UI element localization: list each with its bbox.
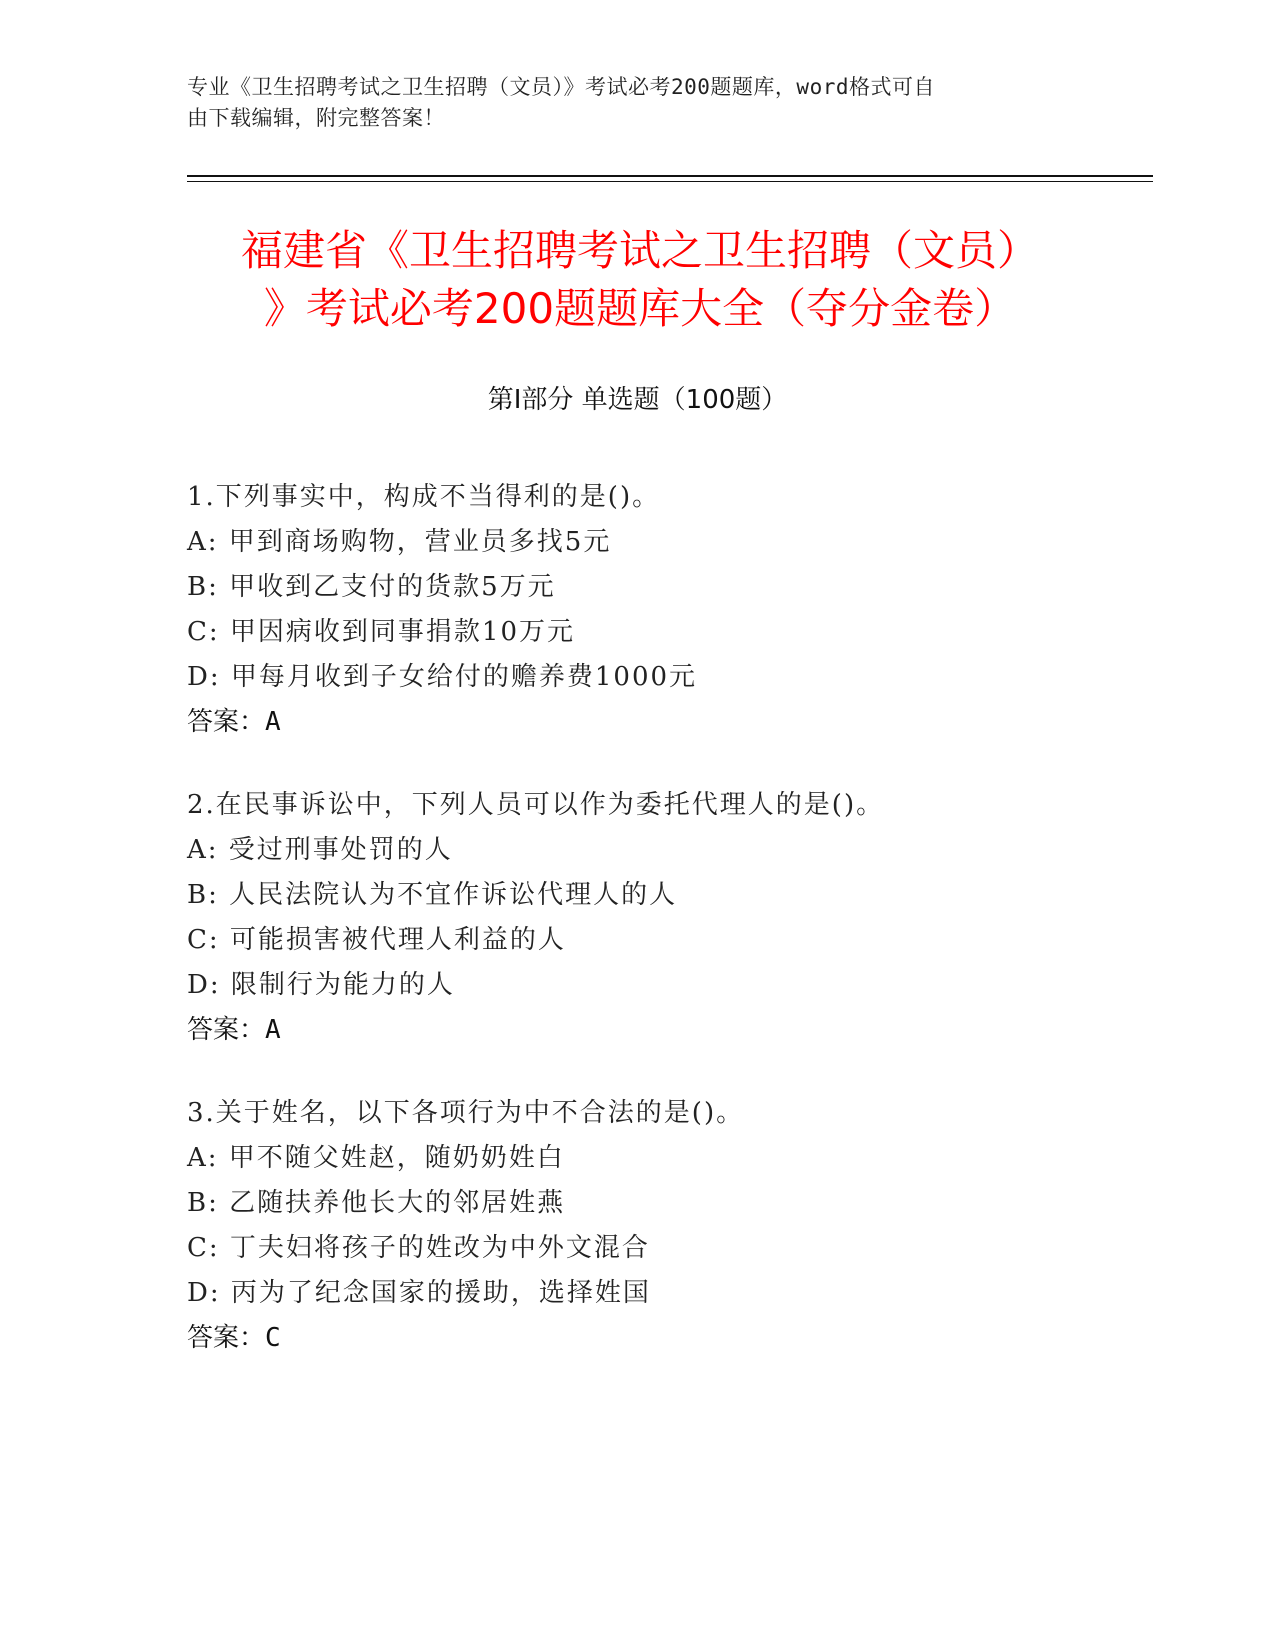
answer-label: 答案：: [187, 1015, 266, 1045]
header-note-line-2: 由下载编辑，附完整答案！: [187, 106, 445, 130]
option-d: D: 限制行为能力的人: [187, 970, 455, 1000]
section-title: 第I部分 单选题（100题）: [487, 385, 788, 415]
answer-label: 答案：: [187, 1323, 266, 1353]
option-a: A: 甲到商场购物，营业员多找5元: [187, 527, 612, 557]
answer: [187, 700, 1137, 745]
answer: [187, 1316, 1137, 1361]
document-title-line-1: 福建省《卫生招聘考试之卫生招聘（文员）: [240, 226, 1039, 275]
header-rule-thin: [187, 181, 1153, 182]
option-c: C: 丁夫妇将孩子的姓改为中外文混合: [187, 1233, 650, 1263]
option-a: A: 受过刑事处罚的人: [187, 835, 453, 865]
question-stem: 1.下列事实中，构成不当得利的是()。: [187, 482, 661, 512]
option-b: B: 乙随扶养他长大的邻居姓燕: [187, 1188, 566, 1218]
option-c: C: 可能损害被代理人利益的人: [187, 925, 566, 955]
answer-label: 答案：: [187, 707, 266, 737]
question-3: [187, 1091, 1137, 1361]
option-b: B: 人民法院认为不宜作诉讼代理人的人: [187, 880, 678, 910]
question-stem: 2.在民事诉讼中，下列人员可以作为委托代理人的是()。: [187, 790, 885, 820]
question-1: [187, 475, 1137, 745]
header-note: [187, 72, 1067, 134]
header-note-line-1: 专业《卫生招聘考试之卫生招聘（文员）》考试必考200题题库，word格式可自: [187, 75, 935, 99]
option-c: C: 甲因病收到同事捐款10万元: [187, 617, 576, 647]
answer-value: C: [265, 1323, 281, 1353]
document-title-line-2: 》考试必考200题题库大全（夺分金卷）: [263, 284, 1017, 333]
answer: [187, 1008, 1137, 1053]
answer-value: A: [265, 1015, 281, 1045]
option-a: A: 甲不随父姓赵，随奶奶姓白: [187, 1143, 565, 1173]
question-stem: 3.关于姓名，以下各项行为中不合法的是()。: [187, 1098, 745, 1128]
option-d: D: 丙为了纪念国家的援助，选择姓国: [187, 1278, 651, 1308]
option-b: B: 甲收到乙支付的货款5万元: [187, 572, 556, 602]
question-2: [187, 783, 1137, 1053]
document-title: [160, 222, 1120, 338]
option-d: D: 甲每月收到子女给付的赡养费1000元: [187, 662, 698, 692]
question-list: [187, 475, 1137, 1399]
header-rule-thick: [187, 175, 1153, 177]
answer-value: A: [265, 707, 281, 737]
